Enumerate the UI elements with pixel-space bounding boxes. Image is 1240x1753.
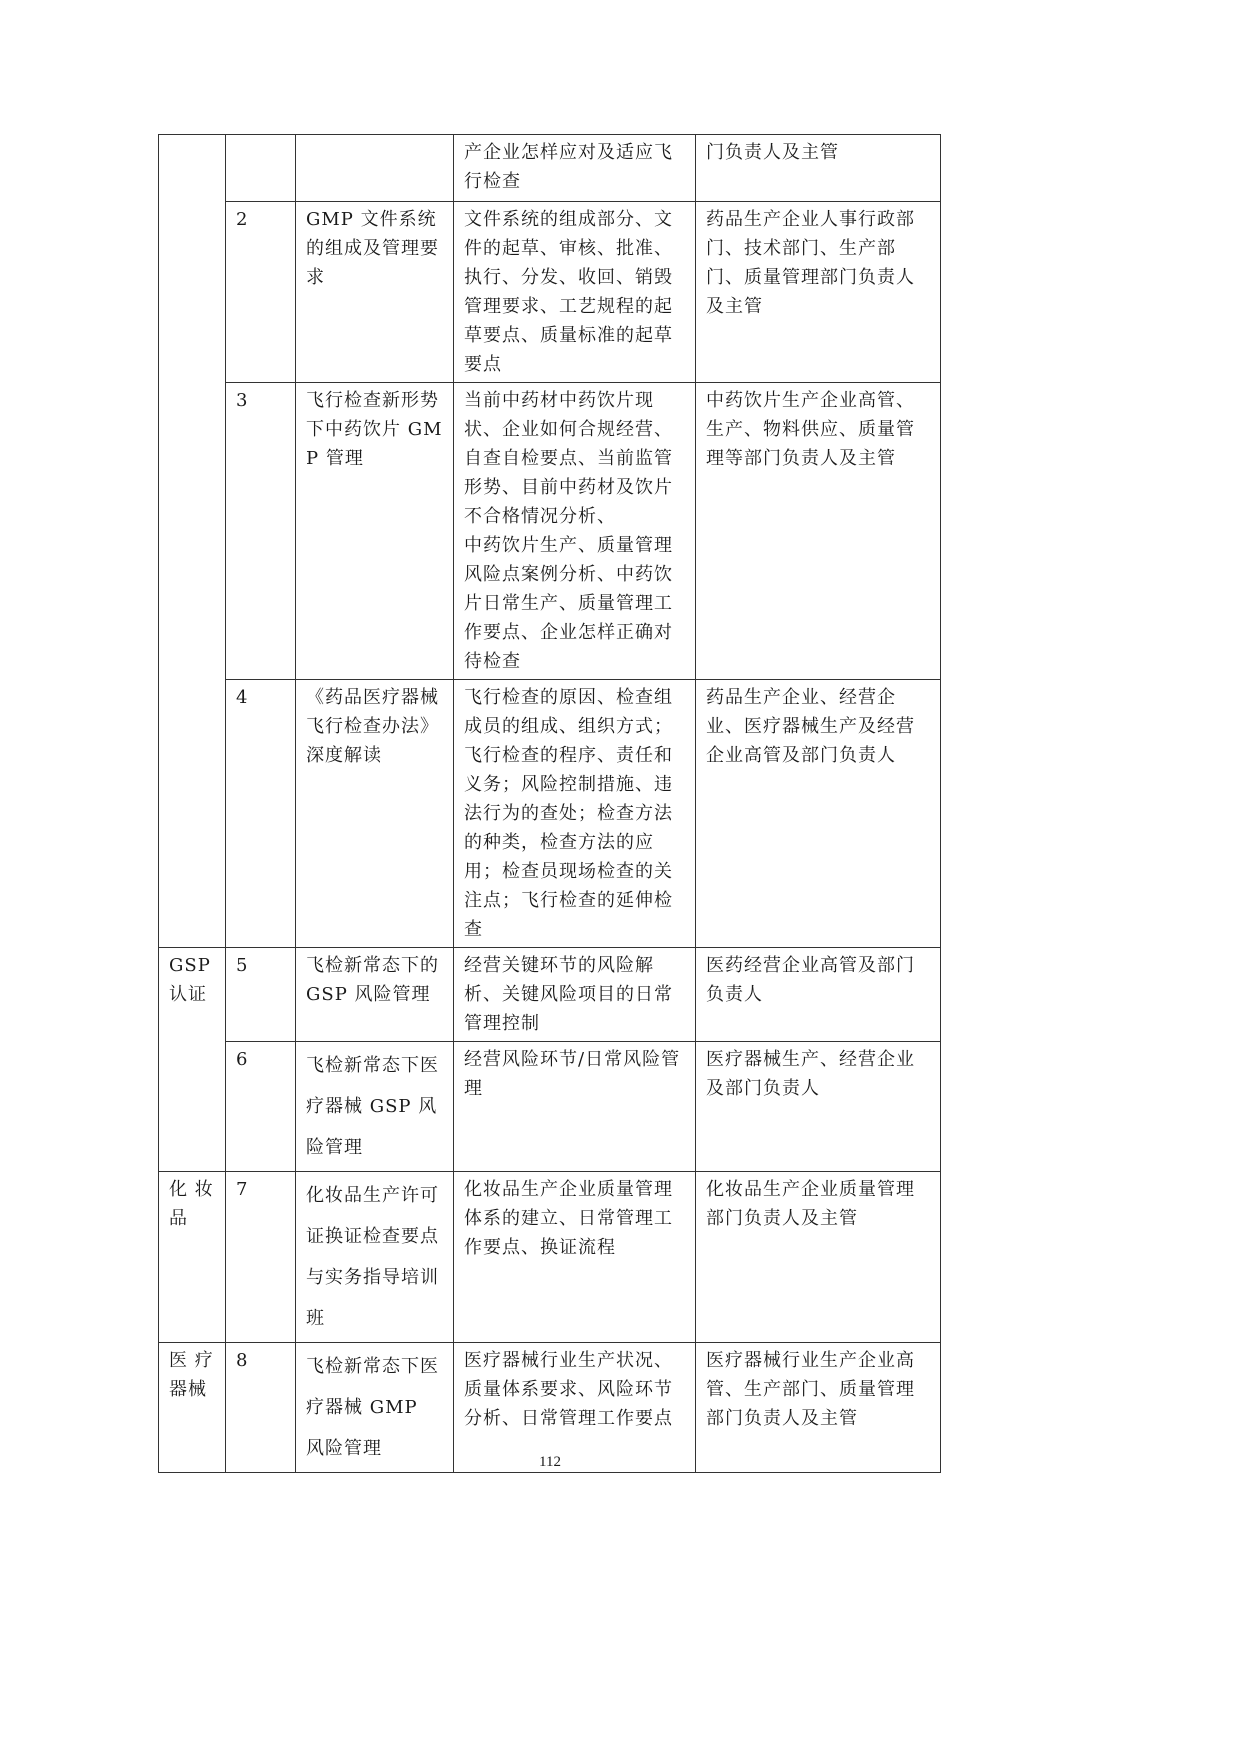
- category-cell-continued: [159, 135, 226, 948]
- category-cell: GSP 认证: [159, 948, 226, 1172]
- course-content: 产企业怎样应对及适应飞行检查: [454, 135, 696, 202]
- course-name: 《药品医疗器械飞行检查办法》深度解读: [296, 680, 454, 948]
- course-content: 飞行检查的原因、检查组成员的组成、组织方式；飞行检查的程序、责任和义务；风险控制措施、违法行为的查处；检查方法的种类，检查方法的应用；检查员现场检查的关注点；飞行检查的延伸检查: [454, 680, 696, 948]
- table-row: [159, 202, 941, 383]
- course-name: [296, 135, 454, 202]
- course-name-text: 飞检新常态下医疗器械 GMP 风险管理: [306, 1356, 439, 1459]
- target-audience: 医疗器械行业生产企业高管、生产部门、质量管理部门负责人及主管: [696, 1343, 941, 1473]
- row-number: 6: [226, 1042, 296, 1172]
- table-row: [159, 135, 941, 202]
- course-content: 医疗器械行业生产状况、质量体系要求、风险环节分析、日常管理工作要点: [454, 1343, 696, 1473]
- course-content: 化妆品生产企业质量管理体系的建立、日常管理工作要点、换证流程: [454, 1172, 696, 1343]
- course-name: 飞检新常态下的 GSP 风险管理: [296, 948, 454, 1042]
- target-audience: 门负责人及主管: [696, 135, 941, 202]
- table-row: [159, 948, 941, 1042]
- row-number: 8: [226, 1343, 296, 1473]
- course-name: [296, 1042, 454, 1172]
- target-audience: 中药饮片生产企业高管、生产、物料供应、质量管理等部门负责人及主管: [696, 383, 941, 680]
- row-number: 5: [226, 948, 296, 1042]
- category-cell: 化 妆 品: [159, 1172, 226, 1343]
- course-name-text: 飞检新常态下医疗器械 GSP 风险管理: [306, 1055, 439, 1158]
- course-content: 经营风险环节/日常风险管理: [454, 1042, 696, 1172]
- course-content: 经营关键环节的风险解析、关键风险项目的日常管理控制: [454, 948, 696, 1042]
- table-row: [159, 1343, 941, 1473]
- table-row: [159, 1042, 941, 1172]
- course-name: 飞行检查新形势下中药饮片 GMP 管理: [296, 383, 454, 680]
- table-row: [159, 383, 941, 680]
- row-number: 2: [226, 202, 296, 383]
- training-course-table: [158, 134, 941, 1473]
- target-audience: 药品生产企业人事行政部门、技术部门、生产部门、质量管理部门负责人及主管: [696, 202, 941, 383]
- row-number: 3: [226, 383, 296, 680]
- course-name-text: 化妆品生产许可证换证检查要点与实务指导培训班: [306, 1185, 439, 1329]
- target-audience: 医疗器械生产、经营企业及部门负责人: [696, 1042, 941, 1172]
- row-number: 4: [226, 680, 296, 948]
- course-name: GMP 文件系统的组成及管理要求: [296, 202, 454, 383]
- row-number: 7: [226, 1172, 296, 1343]
- course-content: 文件系统的组成部分、文件的起草、审核、批准、执行、分发、收回、销毁管理要求、工艺规程的起草要点、质量标准的起草要点: [454, 202, 696, 383]
- category-cell: 医 疗 器械: [159, 1343, 226, 1473]
- row-number: [226, 135, 296, 202]
- table-row: [159, 1172, 941, 1343]
- page-number: 112: [539, 1454, 561, 1470]
- course-content: 当前中药材中药饮片现状、企业如何合规经营、自查自检要点、当前监管形势、目前中药材及饮片不合格情况分析、 中药饮片生产、质量管理风险点案例分析、中药饮片日常生产、质量管理工作要点、企业怎样正确对待检查: [454, 383, 696, 680]
- course-name: [296, 1343, 454, 1473]
- course-name: [296, 1172, 454, 1343]
- table-row: [159, 680, 941, 948]
- target-audience: 医药经营企业高管及部门负责人: [696, 948, 941, 1042]
- target-audience: 化妆品生产企业质量管理部门负责人及主管: [696, 1172, 941, 1343]
- target-audience: 药品生产企业、经营企业、医疗器械生产及经营企业高管及部门负责人: [696, 680, 941, 948]
